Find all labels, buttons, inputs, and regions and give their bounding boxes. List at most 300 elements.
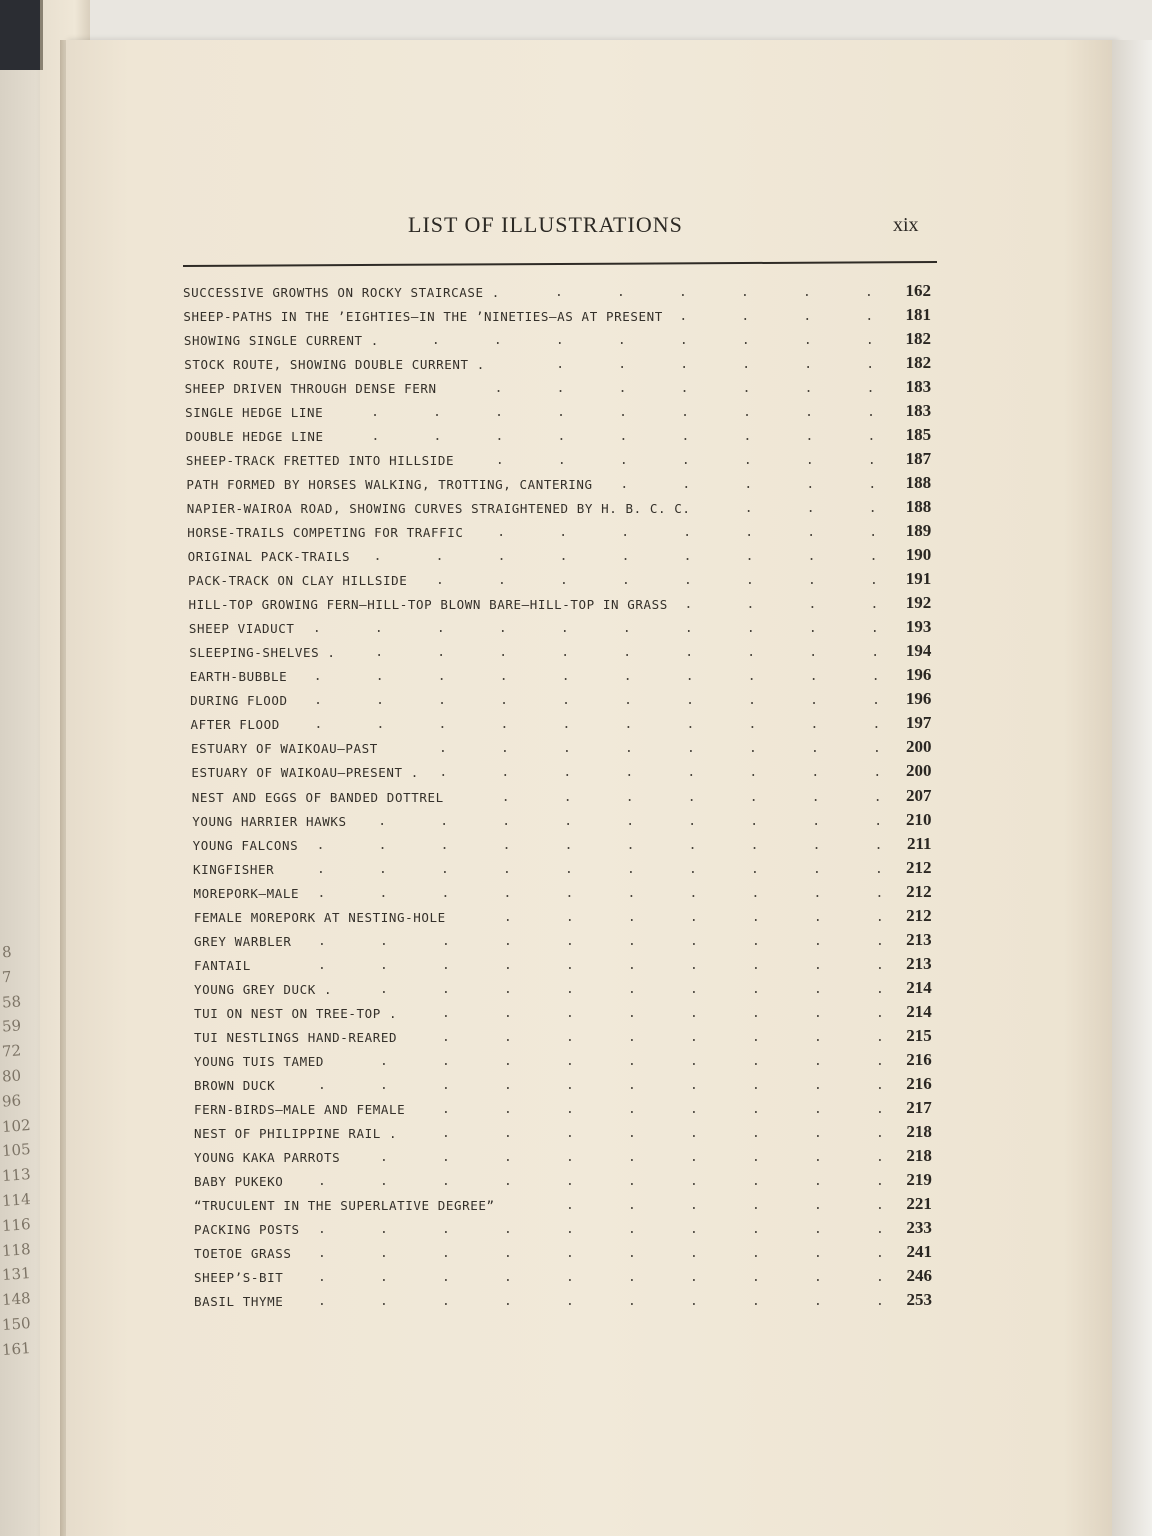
leader-dot: . xyxy=(566,1005,574,1021)
leader-dot: . xyxy=(561,645,570,661)
leader-dot: . xyxy=(683,525,692,541)
illustration-page-number: 216 xyxy=(906,1049,932,1069)
leader-dot: . xyxy=(559,549,568,565)
leader-dot: . xyxy=(749,789,758,805)
leader-dot: . xyxy=(871,669,880,685)
illustration-page-number: 188 xyxy=(905,497,932,517)
leader-dot: . xyxy=(808,621,817,637)
leader-dot: . xyxy=(500,693,508,709)
leader-dot: . xyxy=(741,285,749,300)
leader-dot: . xyxy=(743,405,751,421)
leader-dot: . xyxy=(371,429,380,445)
leader-dot: . xyxy=(439,765,448,781)
illustration-entry xyxy=(194,953,932,980)
leader-dot: . xyxy=(618,381,627,397)
leader-dot: . xyxy=(628,981,636,997)
leader-dot: . xyxy=(867,429,876,445)
leader-dot: . xyxy=(566,1125,574,1141)
facing-page-number: 72 xyxy=(1,1041,22,1061)
leader-dot: . xyxy=(805,429,814,445)
leader-dot: . xyxy=(745,549,754,565)
illustration-page-number: 182 xyxy=(905,353,932,373)
illustration-entry xyxy=(190,689,932,715)
leader-dot: . xyxy=(746,597,755,613)
leader-dot: . xyxy=(684,597,693,613)
illustration-entry xyxy=(188,569,932,595)
illustration-entry xyxy=(194,1121,932,1148)
illustration-page-number: 215 xyxy=(906,1025,932,1045)
leader-dot: . xyxy=(560,573,568,589)
illustration-title: HILL-TOP GROWING FERN—HILL-TOP BLOWN BARE—HILL-TOP IN GRASS xyxy=(188,597,668,613)
leader-dot: . xyxy=(566,1029,574,1045)
illustration-entry xyxy=(187,521,932,547)
leader-dot: . xyxy=(557,405,565,421)
leader-dot: . xyxy=(747,645,756,661)
leader-dot: . xyxy=(380,981,388,997)
illustration-title: FANTAIL xyxy=(194,957,251,973)
leader-dot: . xyxy=(442,1173,450,1189)
illustration-page-number: 233 xyxy=(906,1217,932,1237)
leader-dot: . xyxy=(556,357,565,373)
leader-dot: . xyxy=(442,1101,450,1117)
leader-dot: . xyxy=(499,645,508,661)
leader-dot: . xyxy=(442,981,450,997)
leader-dot: . xyxy=(752,1053,760,1069)
leader-dot: . xyxy=(686,741,695,757)
illustration-entry xyxy=(190,713,932,739)
leader-dot: . xyxy=(504,933,512,949)
leader-dot: . xyxy=(503,885,512,901)
leader-dot: . xyxy=(685,645,694,661)
leader-dot: . xyxy=(621,525,630,541)
leader-dot: . xyxy=(380,933,388,949)
leader-dot: . xyxy=(317,861,325,877)
leader-dot: . xyxy=(803,309,812,325)
illustration-page-number: 188 xyxy=(905,473,932,493)
illustration-entry xyxy=(183,305,931,331)
illustration-entry xyxy=(189,665,932,691)
leader-dot: . xyxy=(565,861,573,877)
illustration-entry xyxy=(184,353,932,379)
leader-dot: . xyxy=(442,1125,450,1141)
illustration-page-number: 212 xyxy=(906,881,932,901)
leader-dot: . xyxy=(566,957,574,973)
illustration-title: YOUNG GREY DUCK . xyxy=(194,981,333,997)
illustration-title: DOUBLE HEDGE LINE xyxy=(185,429,324,445)
leader-dot: . xyxy=(680,357,689,373)
leader-dot: . xyxy=(625,765,634,781)
leader-dot: . xyxy=(442,1077,450,1093)
leader-dot: . xyxy=(872,693,880,709)
leader-dot: . xyxy=(379,885,388,901)
leader-dot: . xyxy=(814,1125,822,1141)
leader-dot: . xyxy=(314,693,322,709)
leader-dot: . xyxy=(618,357,627,373)
leader-dot: . xyxy=(504,1269,512,1285)
leader-dot: . xyxy=(504,1149,512,1165)
leader-dot: . xyxy=(814,1077,822,1093)
illustration-page-number: 183 xyxy=(905,401,932,421)
illustration-page-number: 210 xyxy=(906,809,932,829)
facing-page-number: 113 xyxy=(1,1165,32,1186)
leader-dot: . xyxy=(875,885,884,901)
leader-dot: . xyxy=(805,453,814,469)
leader-dot: . xyxy=(622,573,630,589)
leader-dot: . xyxy=(865,309,874,325)
leader-dot: . xyxy=(747,669,756,685)
leader-dot: . xyxy=(497,525,506,541)
leader-dot: . xyxy=(690,1245,698,1261)
leader-dot: . xyxy=(628,1294,636,1309)
illustration-title: PACKING POSTS xyxy=(194,1221,300,1237)
leader-dot: . xyxy=(814,1053,822,1069)
leader-dot: . xyxy=(378,813,387,829)
facing-page-number: 150 xyxy=(1,1314,32,1334)
illustration-title: ESTUARY OF WAIKOAU—PRESENT . xyxy=(191,765,419,781)
illustration-title: NAPIER-WAIROA ROAD, SHOWING CURVES STRAIGHTENED BY H. B. C. C. xyxy=(186,501,691,517)
leader-dot: . xyxy=(627,861,635,877)
leader-dot: . xyxy=(628,1101,636,1117)
leader-dot: . xyxy=(436,573,444,589)
illustration-title: GREY WARBLER xyxy=(194,933,292,949)
leader-dot: . xyxy=(378,837,387,853)
illustration-title: YOUNG HARRIER HAWKS xyxy=(192,813,347,829)
leader-dot: . xyxy=(750,837,759,853)
leader-dot: . xyxy=(814,1029,822,1045)
leader-dot: . xyxy=(874,813,883,829)
leader-dot: . xyxy=(380,1245,388,1261)
illustration-page-number: 214 xyxy=(906,1001,932,1021)
illustration-page-number: 185 xyxy=(905,425,932,445)
leader-dot: . xyxy=(746,573,754,589)
illustration-entry xyxy=(190,737,932,763)
leader-dot: . xyxy=(866,357,875,373)
illustration-entry xyxy=(191,761,932,787)
leader-dot: . xyxy=(504,1294,512,1309)
illustration-entry xyxy=(193,881,932,908)
leader-dot: . xyxy=(876,933,884,949)
leader-dot: . xyxy=(504,957,512,973)
leader-dot: . xyxy=(876,1077,884,1093)
leader-dot: . xyxy=(376,717,385,733)
leader-dot: . xyxy=(442,933,450,949)
leader-dot: . xyxy=(876,1005,884,1021)
illustration-page-number: 218 xyxy=(906,1121,932,1141)
illustration-title: BASIL THYME xyxy=(194,1294,284,1309)
leader-dot: . xyxy=(380,1149,388,1165)
leader-dot: . xyxy=(562,741,571,757)
leader-dot: . xyxy=(373,549,382,565)
leader-dot: . xyxy=(442,1149,450,1165)
illustration-entry xyxy=(191,785,932,812)
leader-dot: . xyxy=(504,981,512,997)
facing-page-number: 102 xyxy=(1,1115,32,1136)
illustration-title: PACK-TRACK ON CLAY HILLSIDE xyxy=(188,573,408,589)
leader-dot: . xyxy=(623,645,632,661)
leader-dot: . xyxy=(566,933,574,949)
facing-page-number: 116 xyxy=(1,1214,32,1235)
illustration-entry xyxy=(185,449,932,475)
illustration-title: “TRUCULENT IN THE SUPERLATIVE DEGREE” xyxy=(194,1197,495,1213)
leader-dot: . xyxy=(688,837,697,853)
leader-dot: . xyxy=(504,1029,512,1045)
leader-dot: . xyxy=(504,1173,512,1189)
illustration-entry xyxy=(186,497,932,523)
leader-dot: . xyxy=(380,1221,388,1237)
illustration-entry xyxy=(189,641,932,667)
leader-dot: . xyxy=(555,333,564,349)
leader-dot: . xyxy=(813,861,821,877)
illustration-title: SHEEP’S-BIT xyxy=(194,1269,284,1285)
leader-dot: . xyxy=(752,1077,760,1093)
illustration-title: NEST OF PHILIPPINE RAIL . xyxy=(194,1125,398,1141)
illustration-entry xyxy=(194,1241,932,1268)
illustration-entry xyxy=(183,329,932,355)
leader-dot: . xyxy=(503,861,511,877)
leader-dot: . xyxy=(876,1269,884,1285)
leader-dot: . xyxy=(690,957,698,973)
illustration-title: TUI ON NEST ON TREE-TOP . xyxy=(194,1005,398,1021)
illustration-entry xyxy=(194,1073,932,1100)
leader-dot: . xyxy=(690,1005,698,1021)
leader-dot: . xyxy=(561,669,570,685)
leader-dot: . xyxy=(814,1173,822,1189)
leader-dot: . xyxy=(814,1005,822,1021)
leader-dot: . xyxy=(495,429,504,445)
leader-dot: . xyxy=(557,429,566,445)
leader-dot: . xyxy=(872,741,881,757)
leader-dot: . xyxy=(752,1029,760,1045)
illustration-page-number: 207 xyxy=(905,785,932,805)
leader-dot: . xyxy=(805,405,813,421)
leader-dot: . xyxy=(441,885,450,901)
leader-dot: . xyxy=(504,1053,512,1069)
leader-dot: . xyxy=(565,885,574,901)
leader-dot: . xyxy=(376,693,384,709)
leader-dot: . xyxy=(876,1173,884,1189)
leader-dot: . xyxy=(808,573,816,589)
leader-dot: . xyxy=(868,501,877,517)
leader-dot: . xyxy=(624,717,633,733)
leader-dot: . xyxy=(690,1125,698,1141)
leader-dot: . xyxy=(743,453,752,469)
leader-dot: . xyxy=(748,717,757,733)
leader-dot: . xyxy=(803,285,811,300)
illustration-title: SINGLE HEDGE LINE xyxy=(185,405,324,421)
illustration-page-number: 187 xyxy=(905,449,932,469)
leader-dot: . xyxy=(560,621,569,637)
leader-dot: . xyxy=(564,837,573,853)
leader-dot: . xyxy=(867,405,875,421)
illustration-title: EARTH-BUBBLE xyxy=(189,669,288,685)
leader-dot: . xyxy=(814,1245,822,1261)
leader-dot: . xyxy=(806,477,815,493)
leader-dot: . xyxy=(500,717,509,733)
leader-dot: . xyxy=(742,381,751,397)
leader-dot: . xyxy=(810,693,818,709)
leader-dot: . xyxy=(619,453,628,469)
leader-dot: . xyxy=(314,717,323,733)
leader-dot: . xyxy=(690,1173,698,1189)
leader-dot: . xyxy=(628,1029,636,1045)
leader-dot: . xyxy=(504,1245,512,1261)
leader-dot: . xyxy=(876,1029,884,1045)
leader-dot: . xyxy=(380,1294,388,1309)
leader-dot: . xyxy=(812,813,821,829)
leader-dot: . xyxy=(814,957,822,973)
illustration-page-number: 193 xyxy=(905,617,932,637)
leader-dot: . xyxy=(811,765,820,781)
leader-dot: . xyxy=(619,429,628,445)
leader-dot: . xyxy=(566,1053,574,1069)
leader-dot: . xyxy=(868,477,877,493)
illustration-entry xyxy=(187,545,932,571)
illustration-title: MOREPORK—MALE xyxy=(193,885,300,901)
illustration-entry xyxy=(194,977,932,1004)
leader-dot: . xyxy=(442,1029,450,1045)
illustration-page-number: 200 xyxy=(905,737,932,757)
leader-dot: . xyxy=(874,837,883,853)
leader-dot: . xyxy=(318,1245,326,1261)
leader-dot: . xyxy=(814,981,822,997)
facing-page-number: 105 xyxy=(1,1140,32,1161)
leader-dot: . xyxy=(749,765,758,781)
leader-dot: . xyxy=(875,909,884,925)
leader-dot: . xyxy=(870,597,879,613)
illustration-title: FERN-BIRDS—MALE AND FEMALE xyxy=(194,1101,406,1117)
illustration-title: NEST AND EGGS OF BANDED DOTTREL xyxy=(191,789,444,805)
leader-dot: . xyxy=(873,765,882,781)
leader-dot: . xyxy=(803,333,812,349)
leader-dot: . xyxy=(814,1221,822,1237)
leader-dot: . xyxy=(866,381,875,397)
illustration-page-number: 196 xyxy=(905,665,932,685)
leader-dot: . xyxy=(380,1053,388,1069)
illustration-entry xyxy=(184,377,932,403)
leader-dot: . xyxy=(876,1294,884,1309)
leader-dot: . xyxy=(752,1245,760,1261)
illustration-page-number: 200 xyxy=(905,761,932,781)
leader-dot: . xyxy=(556,381,565,397)
leader-dot: . xyxy=(627,885,636,901)
leader-dot: . xyxy=(813,885,822,901)
illustration-entry xyxy=(194,1097,932,1124)
leader-dot: . xyxy=(566,1173,574,1189)
illustration-title: SUCCESSIVE GROWTHS ON ROCKY STAIRCASE . xyxy=(183,285,500,300)
leader-dot: . xyxy=(690,1197,698,1213)
leader-dot: . xyxy=(628,1077,636,1093)
leader-dot: . xyxy=(628,1269,636,1285)
leader-dot: . xyxy=(689,885,698,901)
leader-dot: . xyxy=(566,1221,574,1237)
leader-dot: . xyxy=(380,1269,388,1285)
leader-dot: . xyxy=(313,669,322,685)
leader-dot: . xyxy=(318,1269,326,1285)
facing-page-number: 161 xyxy=(1,1338,32,1359)
illustration-page-number: 194 xyxy=(905,641,932,661)
illustration-page-number: 253 xyxy=(906,1290,932,1309)
illustration-title: BABY PUKEKO xyxy=(194,1173,284,1189)
leader-dot: . xyxy=(690,1149,698,1165)
leader-dot: . xyxy=(752,1269,760,1285)
leader-dot: . xyxy=(437,645,446,661)
leader-dot: . xyxy=(684,621,693,637)
illustration-title: AFTER FLOOD xyxy=(190,717,280,733)
leader-dot: . xyxy=(374,621,383,637)
illustration-title: KINGFISHER xyxy=(193,861,275,877)
illustration-title: HORSE-TRAILS COMPETING FOR TRAFFIC xyxy=(187,525,464,541)
leader-dot: . xyxy=(809,669,818,685)
illustration-page-number: 241 xyxy=(906,1241,932,1261)
illustration-entry xyxy=(188,617,932,643)
leader-dot: . xyxy=(741,333,750,349)
leader-dot: . xyxy=(440,813,449,829)
leader-dot: . xyxy=(870,573,878,589)
illustration-title: DURING FLOOD xyxy=(190,693,288,709)
leader-dot: . xyxy=(689,909,698,925)
illustration-title: SHEEP DRIVEN THROUGH DENSE FERN xyxy=(184,381,437,397)
leader-dot: . xyxy=(628,1005,636,1021)
facing-page-number: 96 xyxy=(1,1091,22,1111)
leader-dot: . xyxy=(557,453,566,469)
leader-dot: . xyxy=(690,1053,698,1069)
illustration-title: TUI NESTLINGS HAND-REARED xyxy=(194,1029,398,1045)
leader-dot: . xyxy=(566,1294,574,1309)
leader-dot: . xyxy=(876,1125,884,1141)
leader-dot: . xyxy=(810,717,819,733)
leader-dot: . xyxy=(744,477,753,493)
leader-dot: . xyxy=(564,813,573,829)
illustration-page-number: 182 xyxy=(905,329,932,349)
illustration-title: SHEEP VIADUCT xyxy=(188,621,295,637)
illustration-page-number: 196 xyxy=(905,689,932,709)
folio-number: xix xyxy=(893,214,919,236)
leader-dot: . xyxy=(742,357,751,373)
leader-dot: . xyxy=(679,333,688,349)
leader-dot: . xyxy=(812,837,821,853)
illustration-page-number: 190 xyxy=(905,545,932,565)
leader-dot: . xyxy=(559,525,568,541)
leader-dot: . xyxy=(679,309,688,325)
leader-dot: . xyxy=(442,1269,450,1285)
leader-dot: . xyxy=(380,957,388,973)
leader-dot: . xyxy=(752,1125,760,1141)
illustration-title: ESTUARY OF WAIKOAU—PAST xyxy=(190,741,378,757)
leader-dot: . xyxy=(318,1294,326,1309)
leader-dot: . xyxy=(437,669,446,685)
leader-dot: . xyxy=(808,597,817,613)
illustration-page-number: 213 xyxy=(906,953,932,973)
illustration-page-number: 216 xyxy=(906,1073,932,1093)
leader-dot: . xyxy=(502,813,511,829)
leader-dot: . xyxy=(751,885,760,901)
leader-dot: . xyxy=(371,405,379,421)
leader-dot: . xyxy=(563,789,572,805)
illustration-page-number: 211 xyxy=(906,833,932,853)
leader-dot: . xyxy=(622,621,631,637)
leader-dot: . xyxy=(680,381,689,397)
illustration-title: BROWN DUCK xyxy=(194,1077,276,1093)
leader-dot: . xyxy=(497,549,506,565)
leader-dot: . xyxy=(566,1197,574,1213)
illustration-entry xyxy=(194,929,932,956)
facing-page-number: 131 xyxy=(1,1264,32,1285)
facing-page-number: 114 xyxy=(1,1190,32,1210)
leader-dot: . xyxy=(504,1101,512,1117)
leader-dot: . xyxy=(495,405,503,421)
leader-dot: . xyxy=(751,861,759,877)
leader-dot: . xyxy=(686,717,695,733)
